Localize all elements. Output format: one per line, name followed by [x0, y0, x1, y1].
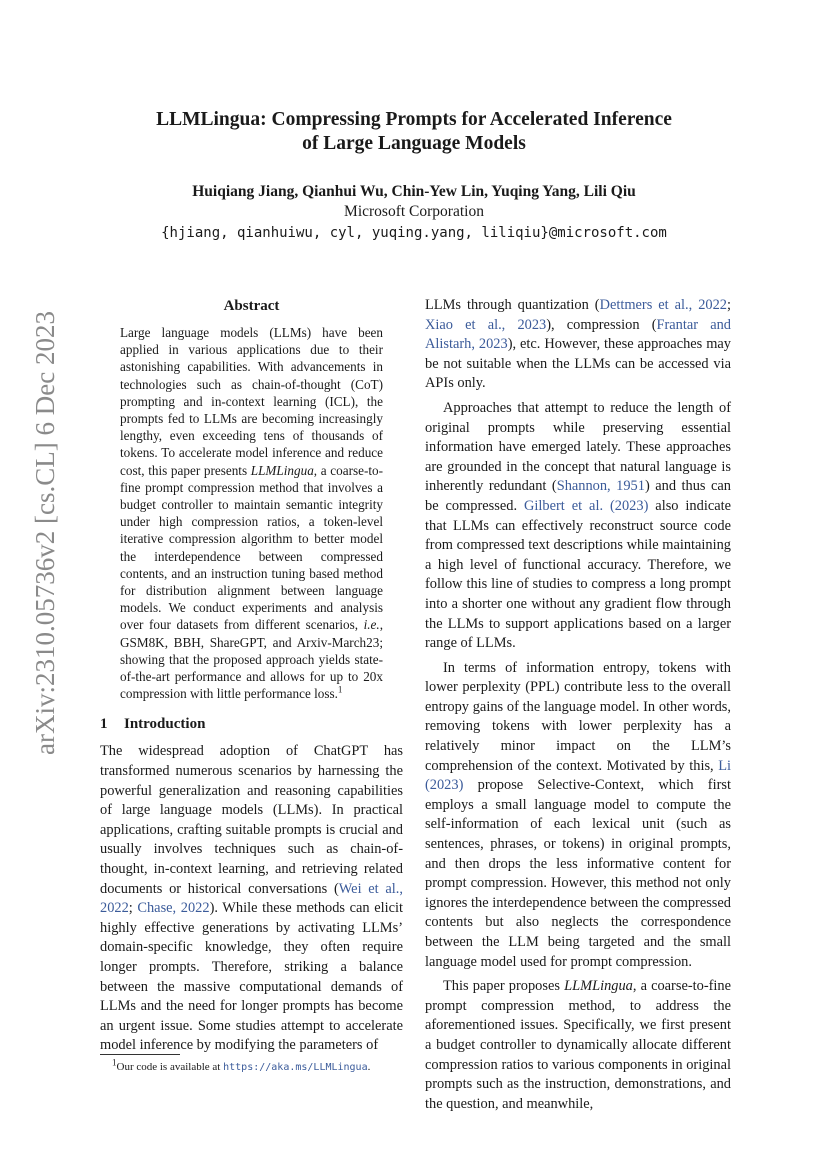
abstract-body: Large language models (LLMs) have been applied in various applications due to their astonishing capabilities. With advancements in technologies such as chain-of-thought (CoT) prompting and in-context learning (ICL), the prompts fed to LLMs are becoming increasingly lengthy, even exceeding tens of thousands of tokens. To accelerate model inference and reduce cost, this paper presents LLMLingua, a coarse-to-fine prompt compression method that involves a budget controller to maintain semantic integrity under high compression ratios, a token-level iterative compression algorithm to better model the interdependence between compressed contents, and an instruction tuning based method for distribution alignment between language models. We conduct experiments and analysis over four datasets from different scenarios, i.e., GSM8K, BBH, ShareGPT, and Arxiv-March23; showing that the proposed approach yields state-of-the-art performance and allows for up to 20x compression with little performance loss.$^1$ [120, 325, 383, 702]
section-title: Introduction [124, 716, 206, 733]
citation-link[interactable]: Wei et al., 2022 [100, 880, 403, 917]
citation-link[interactable]: Li (2023) [425, 757, 731, 794]
affiliation: Microsoft Corporation [344, 203, 484, 220]
left-column [100, 296, 403, 1056]
abstract-system-name: LLMLingua [250, 462, 314, 478]
citation-link[interactable]: Dettmers et al., 2022 [599, 297, 727, 313]
footnote-marker[interactable]: 1 [337, 684, 343, 695]
author-emails: {hjiang, qianhuiwu, cyl, yuqing.yang, liliqiu}@microsoft.com [161, 225, 667, 241]
arxiv-identifier-stamp: arXiv:2310.05736v2 [cs.CL] 6 Dec 2023 [30, 311, 60, 755]
footnote-number: 1 [112, 1057, 117, 1068]
citation-link[interactable]: Frantar and Alistarh, 2023 [425, 316, 732, 353]
footnote-divider [100, 1054, 180, 1055]
footnote: $^1$Our code is available at https://aka.ms/LLMLingua. [112, 1057, 371, 1073]
paper-title [100, 108, 728, 156]
body-paragraph-2: Approaches that attempt to reduce the length of original prompts while preserving essential information have emerged lately. These approaches are grounded in the concept that natural language is inherently redundant (Shannon, 1951) and thus can be compressed. Gilbert et al. (2023) also indicate that LLMs can effectively reconstruct source code from compressed text descriptions while maintaining a high level of functional accuracy. Therefore, we follow this line of studies to compress a long prompt into a shorter one without any gradient flow through the LLMs to support applications based on a larger range of LLMs. [425, 399, 731, 652]
intro-paragraph-1: The widespread adoption of ChatGPT has transformed numerous scenarios by harnessing the powerful generalization and reasoning capabilities of large language models (LLMs). In practical applications, crafting suitable prompts is crucial and usually involves techniques such as chain-of-thought, in-context learning, and retrieving related documents or historical conversations (Wei et al., 2022; Chase, 2022). While these methods can elicit highly effective generations by activating LLMs’ domain-specific knowledge, they often require longer prompts. Therefore, striking a balance between the massive computational demands of LLMs and the need for longer prompts has become an urgent issue. Some studies attempt to accelerate model inference by modifying the parameters of [100, 743, 403, 1054]
body-paragraph-3: In terms of information entropy, tokens with lower perplexity (PPL) contribute less to the overall entropy gains of the language model. In other words, removing tokens with lower perplexity has a relatively minor impact on the LLM’s comprehension of the context. Motivated by this, Li (2023) propose Selective-Context, which first employs a small language model to compute the self-information of each lexical unit (such as sentences, phrases, or tokens) in original prompts, and then drops the less informative content for prompt compression. However, this method not only ignores the interdependence between the compressed contents but also neglects the correspondence between the LLM being targeted and the small language model used for prompt compression. [425, 659, 731, 970]
body-paragraph-4: This paper proposes LLMLingua, a coarse-to-fine prompt compression method, to address the aforementioned issues. Specifically, we first present a budget controller to dynamically allocate different compression ratios to various components in original prompts such as the instruction, demonstrations, and the question, and meanwhile, [425, 978, 731, 1112]
title-line-1: LLMLingua: Compressing Prompts for Accelerated Inference [156, 109, 672, 130]
author-list: Huiqiang Jiang, Qianhui Wu, Chin-Yew Lin, Yuqing Yang, Lili Qiu [192, 183, 636, 200]
title-line-2: of Large Language Models [302, 133, 526, 154]
body-paragraph-1: LLMs through quantization (Dettmers et al., 2022; Xiao et al., 2023), compression (Frantar and Alistarh, 2023), etc. However, these approaches may be not suitable when the LLMs can be accessed via APIs only. [425, 297, 732, 392]
citation-link[interactable]: Shannon, 1951 [556, 478, 645, 495]
section-number: 1 [100, 716, 108, 733]
code-url-link[interactable]: https://aka.ms/LLMLingua [223, 1062, 368, 1073]
right-column [425, 296, 731, 1114]
citation-link[interactable]: Xiao et al., 2023 [425, 316, 547, 333]
citation-link[interactable]: Chase, 2022 [137, 900, 210, 917]
abstract-heading: Abstract [223, 298, 280, 314]
section-heading-introduction [100, 714, 403, 734]
citation-link[interactable]: Gilbert et al. (2023) [524, 497, 649, 514]
system-name: LLMLingua [564, 978, 633, 995]
